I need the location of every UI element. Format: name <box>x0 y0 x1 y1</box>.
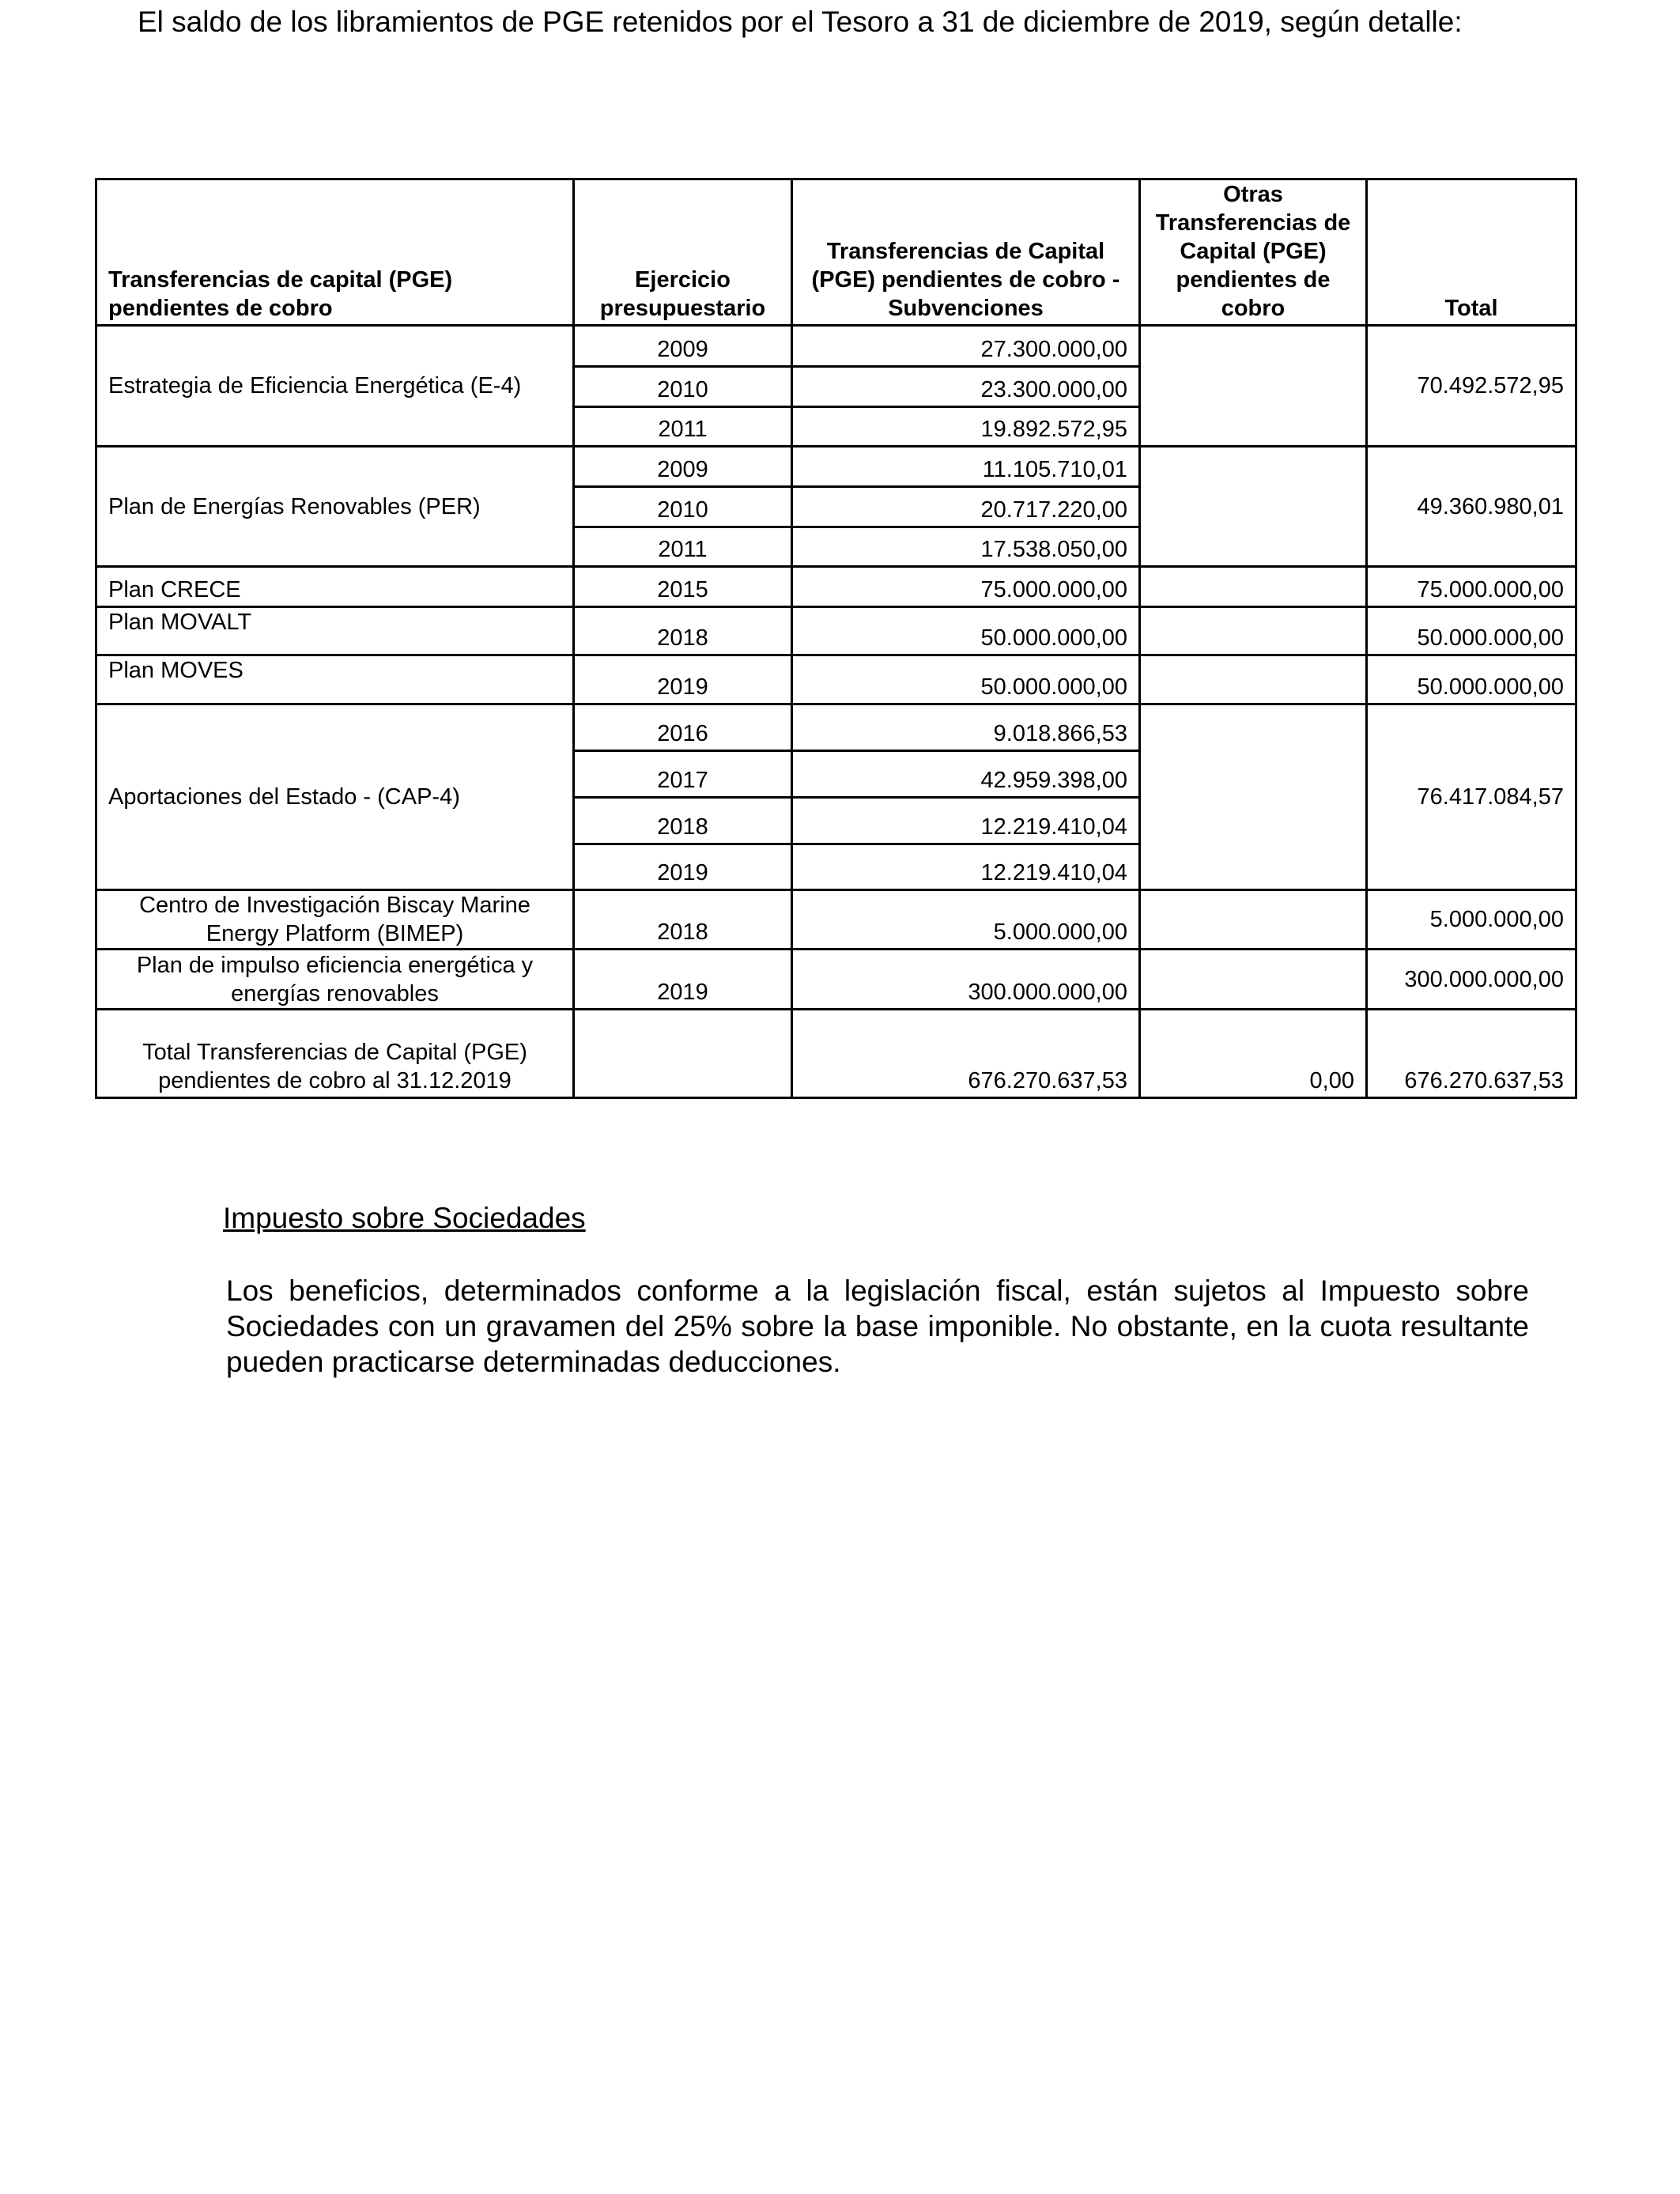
subsidy-amount-cell: 50.000.000,00 <box>792 607 1140 655</box>
year-cell: 2017 <box>574 751 792 798</box>
group-total-cell: 5.000.000,00 <box>1367 890 1576 950</box>
table-row <box>96 655 1576 704</box>
group-total-cell: 50.000.000,00 <box>1367 607 1576 655</box>
subsidy-amount-cell: 9.018.866,53 <box>792 704 1140 751</box>
subsidy-amount-cell: 11.105.710,01 <box>792 447 1140 487</box>
concept-cell: Aportaciones del Estado - (CAP-4) <box>96 704 574 890</box>
concept-cell: Plan CRECE <box>96 567 574 607</box>
year-cell: 2018 <box>574 607 792 655</box>
group-total-cell: 300.000.000,00 <box>1367 950 1576 1010</box>
group-total-cell: 49.360.980,01 <box>1367 447 1576 567</box>
header-subsidies: Transferencias de Capital (PGE) pendientes de cobro - Subvenciones <box>792 179 1140 326</box>
other-transfers-cell <box>1140 950 1367 1010</box>
year-cell: 2018 <box>574 798 792 844</box>
section-paragraph: Los beneficios, determinados conforme a la legislación fiscal, están sujetos al Impuesto sobre Sociedades con un gravamen del 25% sobre la base imponible. No obstante, en la cuota resultante pueden practicarse determinadas deducciones. <box>226 1274 1529 1378</box>
subsidy-amount-cell: 12.219.410,04 <box>792 844 1140 890</box>
table-row <box>96 447 1576 487</box>
subsidy-amount-cell: 50.000.000,00 <box>792 655 1140 704</box>
grand-total-row <box>96 1010 1576 1098</box>
other-transfers-cell <box>1140 567 1367 607</box>
year-cell: 2010 <box>574 487 792 527</box>
other-transfers-cell <box>1140 607 1367 655</box>
grand-total-subsidies: 676.270.637,53 <box>792 1010 1140 1098</box>
year-cell: 2016 <box>574 704 792 751</box>
subsidy-amount-cell: 75.000.000,00 <box>792 567 1140 607</box>
header-total: Total <box>1367 179 1576 326</box>
subsidy-amount-cell: 42.959.398,00 <box>792 751 1140 798</box>
concept-cell: Centro de Investigación Biscay Marine Energy Platform (BIMEP) <box>96 890 574 950</box>
year-cell: 2009 <box>574 326 792 367</box>
concept-cell: Plan MOVALT <box>96 607 574 655</box>
year-cell: 2009 <box>574 447 792 487</box>
header-other: Otras Transferencias de Capital (PGE) pendientes de cobro <box>1140 179 1367 326</box>
group-total-cell: 75.000.000,00 <box>1367 567 1576 607</box>
subsidy-amount-cell: 5.000.000,00 <box>792 890 1140 950</box>
table-row <box>96 326 1576 367</box>
other-transfers-cell <box>1140 890 1367 950</box>
year-cell: 2015 <box>574 567 792 607</box>
header-concept: Transferencias de capital (PGE) pendientes de cobro <box>96 179 574 326</box>
year-cell: 2011 <box>574 407 792 447</box>
other-transfers-cell <box>1140 655 1367 704</box>
grand-total-label: Total Transferencias de Capital (PGE) pendientes de cobro al 31.12.2019 <box>96 1010 574 1098</box>
group-total-cell: 76.417.084,57 <box>1367 704 1576 890</box>
concept-cell: Estrategia de Eficiencia Energética (E-4) <box>96 326 574 447</box>
subsidy-amount-cell: 300.000.000,00 <box>792 950 1140 1010</box>
header-year: Ejercicio presupuestario <box>574 179 792 326</box>
grand-total-other: 0,00 <box>1140 1010 1367 1098</box>
subsidy-amount-cell: 23.300.000,00 <box>792 367 1140 407</box>
table-row <box>96 607 1576 655</box>
other-transfers-cell <box>1140 326 1367 447</box>
subsidy-amount-cell: 27.300.000,00 <box>792 326 1140 367</box>
table-header-row <box>96 179 1576 326</box>
year-cell: 2019 <box>574 844 792 890</box>
section-heading: Impuesto sobre Sociedades <box>223 1202 586 1234</box>
group-total-cell: 50.000.000,00 <box>1367 655 1576 704</box>
year-cell: 2011 <box>574 527 792 567</box>
subsidy-amount-cell: 19.892.572,95 <box>792 407 1140 447</box>
grand-total-total: 676.270.637,53 <box>1367 1010 1576 1098</box>
subsidy-amount-cell: 17.538.050,00 <box>792 527 1140 567</box>
table-row <box>96 704 1576 751</box>
intro-paragraph: El saldo de los libramientos de PGE retenidos por el Tesoro a 31 de diciembre de 2019, según detalle: <box>138 6 1463 38</box>
year-cell: 2018 <box>574 890 792 950</box>
concept-cell: Plan de Energías Renovables (PER) <box>96 447 574 567</box>
other-transfers-cell <box>1140 704 1367 890</box>
table-row <box>96 950 1576 1010</box>
year-cell: 2010 <box>574 367 792 407</box>
subsidy-amount-cell: 12.219.410,04 <box>792 798 1140 844</box>
other-transfers-cell <box>1140 447 1367 567</box>
table-row <box>96 890 1576 950</box>
year-cell: 2019 <box>574 950 792 1010</box>
concept-cell: Plan de impulso eficiencia energética y energías renovables <box>96 950 574 1010</box>
group-total-cell: 70.492.572,95 <box>1367 326 1576 447</box>
subsidy-amount-cell: 20.717.220,00 <box>792 487 1140 527</box>
table-row <box>96 567 1576 607</box>
year-cell: 2019 <box>574 655 792 704</box>
concept-cell: Plan MOVES <box>96 655 574 704</box>
pge-transfers-table <box>95 178 1577 1099</box>
grand-total-year <box>574 1010 792 1098</box>
